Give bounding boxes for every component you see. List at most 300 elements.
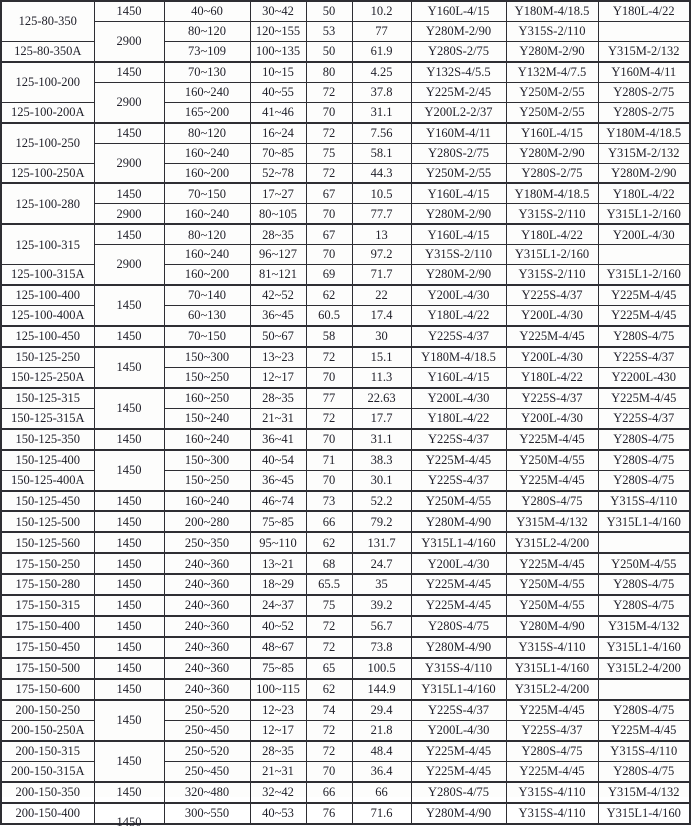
cell-flow-range: 160~200 (164, 265, 250, 285)
cell-head-range: 32~42 (250, 782, 306, 803)
cell-motor-option-2: Y315M-4/132 (506, 511, 598, 532)
cell-flow-range: 70~130 (164, 62, 250, 82)
cell-motor-option-1: Y160L-4/15 (411, 224, 506, 244)
cell-flow-range: 150~300 (164, 347, 250, 367)
cell-motor-option-1: Y200L-4/30 (411, 388, 506, 408)
cell-efficiency-percent: 65 (306, 658, 352, 679)
cell-head-range: 13~23 (250, 347, 306, 367)
cell-motor-option-1: Y225M-4/45 (411, 450, 506, 470)
cell-speed-rpm: 1450 (94, 183, 164, 203)
cell-motor-option-2: Y225M-4/45 (506, 326, 598, 347)
cell-speed-rpm: 1450 (94, 595, 164, 616)
cell-efficiency-percent: 65.5 (306, 574, 352, 595)
cell-head-range: 96~127 (250, 245, 306, 265)
cell-motor-option-1: Y280M-2/90 (411, 21, 506, 41)
cell-motor-option-3: Y180L-4/22 (598, 183, 690, 203)
table-row (1, 803, 690, 824)
cell-power-kw: 30.1 (352, 470, 411, 490)
table-row (1, 450, 690, 470)
cell-flow-range: 160~240 (164, 491, 250, 512)
cell-head-range: 18~29 (250, 574, 306, 595)
cell-power-kw: 97.2 (352, 245, 411, 265)
cell-efficiency-percent: 72 (306, 123, 352, 143)
cell-power-kw: 71.6 (352, 803, 411, 824)
cell-efficiency-percent: 62 (306, 679, 352, 700)
cell-flow-range: 70~150 (164, 326, 250, 347)
table-row (1, 183, 690, 203)
cell-head-range: 41~46 (250, 102, 306, 122)
cell-speed-rpm: 1450 (94, 388, 164, 429)
cell-motor-option-1: Y315S-4/110 (411, 658, 506, 679)
cell-efficiency-percent: 67 (306, 224, 352, 244)
table-row (1, 123, 690, 143)
cell-motor-option-2: Y280M-2/90 (506, 41, 598, 61)
cell-motor-option-1: Y280M-4/90 (411, 803, 506, 824)
cell-power-kw: 24.7 (352, 553, 411, 574)
cell-head-range: 100~115 (250, 679, 306, 700)
cell-speed-rpm: 1450 (94, 326, 164, 347)
cell-motor-option-3: Y280S-4/75 (598, 700, 690, 720)
cell-efficiency-percent: 50 (306, 41, 352, 61)
cell-power-kw: 38.3 (352, 450, 411, 470)
cell-efficiency-percent: 70 (306, 429, 352, 450)
cell-power-kw: 39.2 (352, 595, 411, 616)
cell-power-kw: 77.7 (352, 204, 411, 224)
table-row (1, 574, 690, 595)
cell-motor-option-2: Y160L-4/15 (506, 123, 598, 143)
cell-efficiency-percent: 66 (306, 511, 352, 532)
cell-speed-rpm: 1450 (94, 574, 164, 595)
cell-head-range: 28~35 (250, 741, 306, 761)
table-row (1, 782, 690, 803)
cell-flow-range: 40~60 (164, 1, 250, 21)
cell-motor-option-3: Y315L1-4/160 (598, 511, 690, 532)
cell-head-range: 28~35 (250, 224, 306, 244)
table-row (1, 204, 690, 224)
cell-flow-range: 240~360 (164, 679, 250, 700)
cell-motor-option-2: Y280S-2/75 (506, 163, 598, 183)
cell-head-range: 36~41 (250, 429, 306, 450)
cell-efficiency-percent: 62 (306, 532, 352, 553)
cell-motor-option-1: Y132S-4/5.5 (411, 62, 506, 82)
cell-flow-range: 160~250 (164, 388, 250, 408)
cell-head-range: 17~27 (250, 183, 306, 203)
cell-power-kw: 35 (352, 574, 411, 595)
cell-motor-option-3: Y280S-4/75 (598, 326, 690, 347)
cell-head-range: 80~105 (250, 204, 306, 224)
cell-pump-model: 150-125-400 (1, 450, 94, 470)
cell-pump-model: 125-100-200 (1, 62, 94, 102)
cell-speed-rpm: 2900 (94, 204, 164, 224)
cell-speed-rpm: 125-100-200A (1, 102, 94, 122)
cell-motor-option-1: Y225S-4/37 (411, 700, 506, 720)
cell-power-kw: 48.4 (352, 741, 411, 761)
cell-motor-option-1: Y280M-4/90 (411, 511, 506, 532)
cell-head-range: 95~110 (250, 532, 306, 553)
cell-power-kw: 17.4 (352, 306, 411, 326)
cell-motor-option-3 (598, 21, 690, 41)
cell-motor-option-3 (598, 245, 690, 265)
cell-efficiency-percent: 67 (306, 183, 352, 203)
table-row (1, 388, 690, 408)
cell-power-kw: 31.1 (352, 429, 411, 450)
cell-efficiency-percent: 72 (306, 347, 352, 367)
cell-speed-rpm: 1450 (94, 532, 164, 553)
cell-power-kw: 21.8 (352, 720, 411, 740)
cell-motor-option-1: Y160M-4/11 (411, 123, 506, 143)
cell-efficiency-percent: 58 (306, 326, 352, 347)
cell-power-kw: 58.1 (352, 143, 411, 163)
cell-motor-option-3: Y315M-4/132 (598, 782, 690, 803)
cell-pump-model: 175-150-500 (1, 658, 94, 679)
table-row (1, 637, 690, 658)
cell-motor-option-2: Y250M-4/55 (506, 595, 598, 616)
cell-head-range: 24~37 (250, 595, 306, 616)
cell-flow-range: 250~450 (164, 761, 250, 781)
cell-motor-option-1: Y280M-2/90 (411, 265, 506, 285)
cell-speed-rpm: 150-125-315A (1, 408, 94, 428)
cell-power-kw: 30 (352, 326, 411, 347)
cell-power-kw: 7.56 (352, 123, 411, 143)
cell-efficiency-percent: 66 (306, 782, 352, 803)
cell-pump-model: 125-100-280 (1, 183, 94, 224)
cell-power-kw: 29.4 (352, 700, 411, 720)
cell-motor-option-2: Y315S-2/110 (506, 265, 598, 285)
cell-flow-range: 160~200 (164, 163, 250, 183)
cell-head-range: 12~17 (250, 367, 306, 387)
cell-head-range: 40~54 (250, 450, 306, 470)
cell-power-kw: 131.7 (352, 532, 411, 553)
cell-motor-option-1: Y280S-4/75 (411, 616, 506, 637)
cell-power-kw: 37.8 (352, 82, 411, 102)
cell-motor-option-3: Y280S-4/75 (598, 470, 690, 490)
table-row (1, 224, 690, 244)
cell-power-kw: 71.7 (352, 265, 411, 285)
cell-motor-option-2: Y280S-4/75 (506, 741, 598, 761)
cell-speed-rpm: 1450 (94, 123, 164, 143)
cell-efficiency-percent: 80 (306, 62, 352, 82)
cell-motor-option-3: Y280S-4/75 (598, 761, 690, 781)
cell-speed-rpm: 1450 (94, 285, 164, 326)
cell-motor-option-2: Y250M-4/55 (506, 574, 598, 595)
cell-motor-option-2: Y180L-4/22 (506, 367, 598, 387)
cell-motor-option-2: Y315L2-4/200 (506, 532, 598, 553)
cell-motor-option-3: Y180M-4/18.5 (598, 123, 690, 143)
cell-power-kw: 31.1 (352, 102, 411, 122)
cell-motor-option-3: Y225M-4/45 (598, 306, 690, 326)
cell-efficiency-percent: 75 (306, 595, 352, 616)
cell-head-range: 12~23 (250, 700, 306, 720)
cell-motor-option-1: Y200L-4/30 (411, 285, 506, 305)
cell-efficiency-percent: 70 (306, 761, 352, 781)
table-row (1, 553, 690, 574)
cell-motor-option-3: Y225S-4/37 (598, 347, 690, 367)
cell-motor-option-2: Y225M-4/45 (506, 761, 598, 781)
cell-pump-model: 150-125-250 (1, 347, 94, 367)
cell-motor-option-3: Y315M-2/132 (598, 41, 690, 61)
cell-efficiency-percent: 72 (306, 616, 352, 637)
cell-motor-option-3: Y200L-4/30 (598, 224, 690, 244)
cell-motor-option-3: Y2200L-430 (598, 367, 690, 387)
cell-motor-option-2: Y225M-4/45 (506, 429, 598, 450)
table-row (1, 82, 690, 102)
table-row (1, 616, 690, 637)
cell-motor-option-1: Y225M-4/45 (411, 761, 506, 781)
cell-speed-rpm: 125-100-400A (1, 306, 94, 326)
cell-power-kw: 144.9 (352, 679, 411, 700)
cell-flow-range: 300~550 (164, 803, 250, 824)
cell-pump-model: 125-80-350 (1, 1, 94, 41)
cell-flow-range: 320~480 (164, 782, 250, 803)
cell-motor-option-2: Y180L-4/22 (506, 224, 598, 244)
cell-power-kw: 36.4 (352, 761, 411, 781)
cell-power-kw: 66 (352, 782, 411, 803)
table-row (1, 285, 690, 305)
cell-speed-rpm: 1450 (94, 511, 164, 532)
cell-flow-range: 150~250 (164, 367, 250, 387)
cell-pump-model: 175-150-250 (1, 553, 94, 574)
cell-motor-option-3: Y315L1-4/160 (598, 803, 690, 824)
cell-head-range: 120~155 (250, 21, 306, 41)
cell-head-range: 36~45 (250, 306, 306, 326)
cell-flow-range: 250~520 (164, 700, 250, 720)
cell-pump-model: 175-150-600 (1, 679, 94, 700)
cell-speed-rpm: 2900 (94, 245, 164, 285)
cell-pump-model: 175-150-280 (1, 574, 94, 595)
cell-flow-range: 73~109 (164, 41, 250, 61)
cell-motor-option-2: Y315S-2/110 (506, 21, 598, 41)
cell-motor-option-3: Y225M-4/45 (598, 388, 690, 408)
cell-head-range: 48~67 (250, 637, 306, 658)
cell-speed-rpm: 150-125-250A (1, 367, 94, 387)
cell-flow-range: 160~240 (164, 143, 250, 163)
cell-motor-option-2: Y315S-4/110 (506, 637, 598, 658)
cell-speed-rpm: 1450 (94, 553, 164, 574)
cell-speed-rpm: 1450 (94, 637, 164, 658)
cell-motor-option-3: Y315L1-4/160 (598, 637, 690, 658)
cell-motor-option-3: Y315S-4/110 (598, 491, 690, 512)
cell-motor-option-1: Y315L1-4/160 (411, 532, 506, 553)
cell-speed-rpm: 1450 (94, 616, 164, 637)
cell-motor-option-1: Y225S-4/37 (411, 429, 506, 450)
cell-flow-range: 240~360 (164, 637, 250, 658)
cell-head-range: 36~45 (250, 470, 306, 490)
cell-efficiency-percent: 70 (306, 367, 352, 387)
table-row (1, 532, 690, 553)
cell-motor-option-1: Y180L-4/22 (411, 306, 506, 326)
cell-motor-option-2: Y315L1-2/160 (506, 245, 598, 265)
cell-flow-range: 80~120 (164, 224, 250, 244)
cell-motor-option-2: Y315S-4/110 (506, 782, 598, 803)
cell-speed-rpm: 200-150-315A (1, 761, 94, 781)
cell-flow-range: 160~240 (164, 245, 250, 265)
cell-efficiency-percent: 77 (306, 388, 352, 408)
cell-head-range: 75~85 (250, 658, 306, 679)
cell-speed-rpm: 1450 (94, 224, 164, 244)
cell-efficiency-percent: 71 (306, 450, 352, 470)
cell-power-kw: 4.25 (352, 62, 411, 82)
cell-speed-rpm: 1450 (94, 782, 164, 803)
cell-motor-option-3: Y315L1-2/160 (598, 204, 690, 224)
cell-motor-option-3 (598, 532, 690, 553)
cell-motor-option-2: Y280M-4/90 (506, 616, 598, 637)
cell-motor-option-1: Y315L1-4/160 (411, 679, 506, 700)
cell-head-range: 40~53 (250, 803, 306, 824)
cell-pump-model: 200-150-400 (1, 803, 94, 824)
cell-motor-option-3: Y225M-4/45 (598, 720, 690, 740)
cell-head-range: 75~85 (250, 511, 306, 532)
cell-power-kw: 100.5 (352, 658, 411, 679)
cell-head-range: 21~31 (250, 761, 306, 781)
table-row (1, 511, 690, 532)
cell-efficiency-percent: 75 (306, 143, 352, 163)
cell-motor-option-3: Y225M-4/45 (598, 285, 690, 305)
cell-head-range: 21~31 (250, 408, 306, 428)
cell-motor-option-2: Y200L-4/30 (506, 306, 598, 326)
cell-motor-option-1: Y225M-4/45 (411, 595, 506, 616)
cell-motor-option-2: Y315L1-4/160 (506, 658, 598, 679)
clipped-speed-value: 1450 (116, 814, 142, 829)
cell-pump-model: 125-100-315 (1, 224, 94, 264)
table-row (1, 658, 690, 679)
cell-power-kw: 61.9 (352, 41, 411, 61)
cell-speed-rpm: 1450 (94, 450, 164, 491)
cell-head-range: 16~24 (250, 123, 306, 143)
cell-speed-rpm: 1450 (94, 1, 164, 21)
cell-efficiency-percent: 72 (306, 741, 352, 761)
cell-speed-rpm: 1450 (94, 658, 164, 679)
cell-head-range: 40~52 (250, 616, 306, 637)
cell-motor-option-2: Y315S-2/110 (506, 204, 598, 224)
cell-motor-option-3: Y250M-4/55 (598, 553, 690, 574)
cell-head-range: 70~85 (250, 143, 306, 163)
cell-flow-range: 250~450 (164, 720, 250, 740)
cell-motor-option-2: Y315L2-4/200 (506, 679, 598, 700)
cell-flow-range: 80~120 (164, 123, 250, 143)
cell-speed-rpm: 150-125-400A (1, 470, 94, 490)
table-row (1, 741, 690, 761)
cell-motor-option-1: Y200L-4/30 (411, 720, 506, 740)
cell-motor-option-2: Y225S-4/37 (506, 285, 598, 305)
cell-power-kw: 79.2 (352, 511, 411, 532)
cell-motor-option-2: Y280S-4/75 (506, 491, 598, 512)
cell-flow-range: 150~240 (164, 408, 250, 428)
cell-efficiency-percent: 73 (306, 491, 352, 512)
cell-power-kw: 77 (352, 21, 411, 41)
cell-motor-option-1: Y250M-4/55 (411, 491, 506, 512)
cell-motor-option-2: Y200L-4/30 (506, 347, 598, 367)
cell-motor-option-1: Y280S-4/75 (411, 782, 506, 803)
cell-motor-option-3: Y280S-4/75 (598, 595, 690, 616)
cell-flow-range: 160~240 (164, 204, 250, 224)
cell-motor-option-1: Y200L2-2/37 (411, 102, 506, 122)
cell-efficiency-percent: 69 (306, 265, 352, 285)
cell-head-range: 50~67 (250, 326, 306, 347)
cell-motor-option-2: Y250M-2/55 (506, 82, 598, 102)
cell-pump-model: 200-150-250 (1, 700, 94, 720)
cell-motor-option-1: Y180M-4/18.5 (411, 347, 506, 367)
cell-motor-option-1: Y280S-2/75 (411, 143, 506, 163)
cell-flow-range: 150~250 (164, 470, 250, 490)
cell-motor-option-3 (598, 679, 690, 700)
cell-pump-model: 125-100-450 (1, 326, 94, 347)
cell-head-range: 30~42 (250, 1, 306, 21)
cell-head-range: 46~74 (250, 491, 306, 512)
cell-efficiency-percent: 70 (306, 204, 352, 224)
cell-flow-range: 200~280 (164, 511, 250, 532)
cell-efficiency-percent: 76 (306, 803, 352, 824)
table-row (1, 326, 690, 347)
cell-motor-option-2: Y225S-4/37 (506, 720, 598, 740)
table-row (1, 245, 690, 265)
cell-pump-model: 150-125-450 (1, 491, 94, 512)
cell-efficiency-percent: 53 (306, 21, 352, 41)
cell-pump-model: 150-125-500 (1, 511, 94, 532)
cell-speed-rpm: 1450 (94, 491, 164, 512)
cell-head-range: 52~78 (250, 163, 306, 183)
cell-power-kw: 10.5 (352, 183, 411, 203)
cell-speed-rpm: 1450 (94, 62, 164, 82)
cell-flow-range: 250~520 (164, 741, 250, 761)
cell-motor-option-1: Y280M-4/90 (411, 637, 506, 658)
cell-efficiency-percent: 72 (306, 637, 352, 658)
cell-head-range: 100~135 (250, 41, 306, 61)
cell-speed-rpm: 2900 (94, 21, 164, 61)
cell-pump-model: 200-150-350 (1, 782, 94, 803)
cell-flow-range: 240~360 (164, 574, 250, 595)
cell-efficiency-percent: 74 (306, 700, 352, 720)
table-row (1, 595, 690, 616)
cell-efficiency-percent: 70 (306, 470, 352, 490)
cell-pump-model: 125-100-400 (1, 285, 94, 305)
cell-pump-model: 175-150-400 (1, 616, 94, 637)
cell-efficiency-percent: 50 (306, 1, 352, 21)
cell-power-kw: 17.7 (352, 408, 411, 428)
cell-power-kw: 11.3 (352, 367, 411, 387)
cell-head-range: 28~35 (250, 388, 306, 408)
cell-pump-model: 150-125-560 (1, 532, 94, 553)
cell-power-kw: 22.63 (352, 388, 411, 408)
cell-efficiency-percent: 68 (306, 553, 352, 574)
cell-flow-range: 240~360 (164, 595, 250, 616)
cell-motor-option-2: Y180M-4/18.5 (506, 183, 598, 203)
cell-motor-option-2: Y225M-4/45 (506, 470, 598, 490)
cell-motor-option-3: Y280S-2/75 (598, 82, 690, 102)
cell-motor-option-2: Y225M-4/45 (506, 553, 598, 574)
cell-flow-range: 240~360 (164, 616, 250, 637)
cell-pump-model: 175-150-450 (1, 637, 94, 658)
cell-motor-option-3: Y315M-2/132 (598, 143, 690, 163)
cell-head-range: 10~15 (250, 62, 306, 82)
cell-flow-range: 60~130 (164, 306, 250, 326)
cell-motor-option-3: Y280S-2/75 (598, 102, 690, 122)
cell-speed-rpm: 125-80-350A (1, 41, 94, 61)
cell-motor-option-1: Y225S-4/37 (411, 470, 506, 490)
cell-speed-rpm: 1450 (94, 741, 164, 782)
cell-efficiency-percent: 62 (306, 285, 352, 305)
table-row (1, 679, 690, 700)
table-row (1, 347, 690, 367)
cell-motor-option-3: Y315S-4/110 (598, 741, 690, 761)
table-row (1, 143, 690, 163)
cell-flow-range: 70~140 (164, 285, 250, 305)
table-row (1, 62, 690, 82)
cell-motor-option-3: Y315L2-4/200 (598, 658, 690, 679)
cell-motor-option-2: Y225S-4/37 (506, 388, 598, 408)
cell-motor-option-2: Y250M-2/55 (506, 102, 598, 122)
cell-motor-option-3: Y280S-4/75 (598, 450, 690, 470)
cell-motor-option-1: Y225M-2/45 (411, 82, 506, 102)
